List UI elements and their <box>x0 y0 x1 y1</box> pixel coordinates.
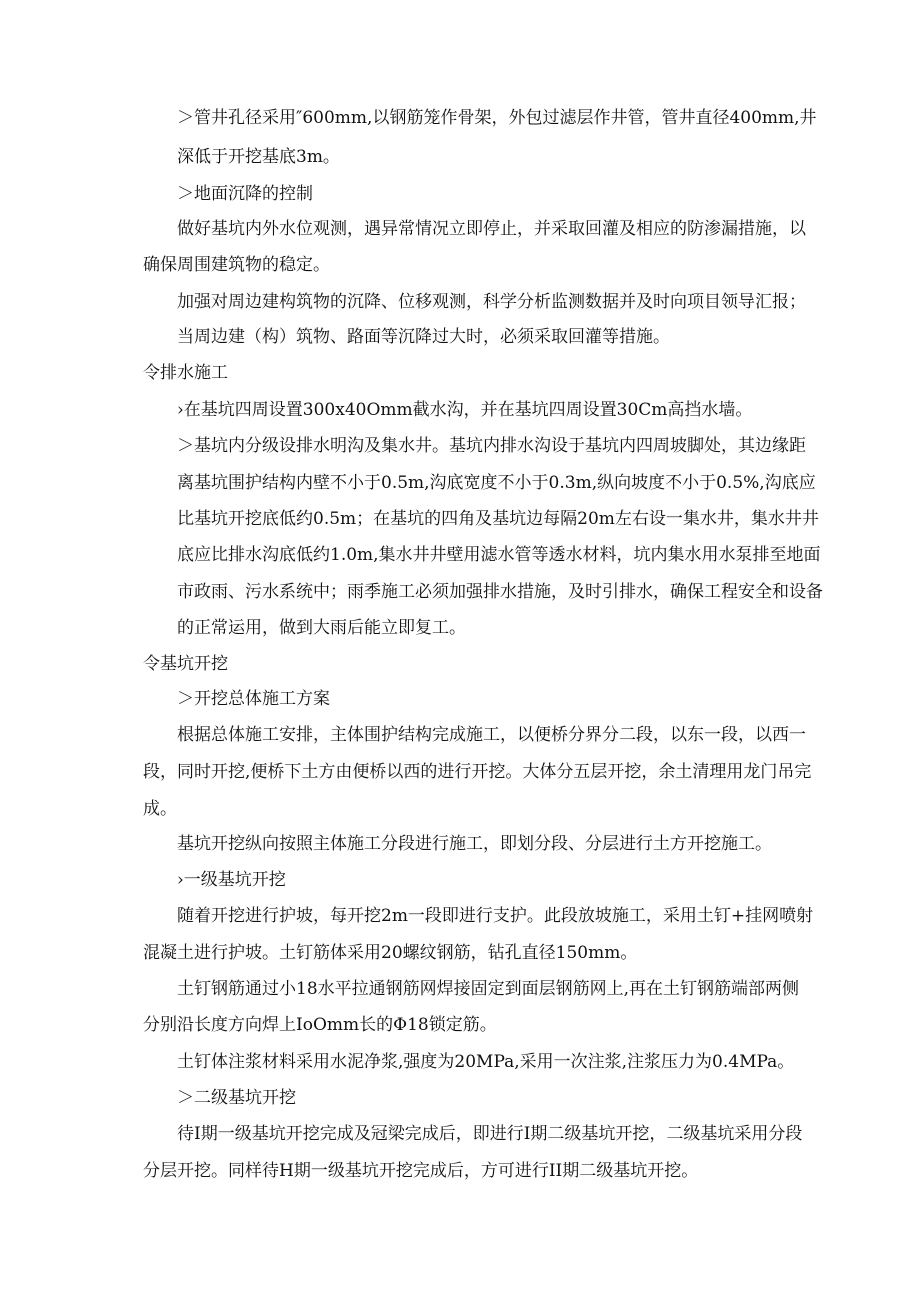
text-line: 市政雨、污水系统中；雨季施工必须加强排水措施，及时引排水，确保工程安全和设备 <box>177 582 823 602</box>
text-line: 基坑开挖纵向按照主体施工分段进行施工，即划分段、分层进行土方开挖施工。 <box>177 834 772 854</box>
section-heading: 令排水施工 <box>143 363 228 383</box>
text-line: 做好基坑内外水位观测，遇异常情况立即停止，并采取回灌及相应的防渗漏措施，以 <box>177 219 806 239</box>
text-line: 土钉钢筋通过小18水平拉通钢筋网焊接固定到面层钢筋网上,再在土钉钢筋端部两侧 <box>177 979 800 999</box>
text-line: 土钉体注浆材料采用水泥净浆,强度为20MPa,采用一次注浆,注浆压力为0.4MPa。 <box>177 1052 795 1072</box>
text-line: 分别沿长度方向焊上IoOmm长的Φ18锁定筋。 <box>143 1015 497 1035</box>
section-heading: ＞地面沉降的控制 <box>177 184 313 204</box>
text-line: 混凝土进行护坡。土钉筋体采用20螺纹钢筋，钻孔直径150mm。 <box>143 943 638 963</box>
text-line: 的正常运用，做到大雨后能立即复工。 <box>177 618 466 638</box>
text-line: 待I期一级基坑开挖完成及冠梁完成后，即进行I期二级基坑开挖，二级基坑采用分段 <box>177 1124 803 1144</box>
text-line: ›在基坑四周设置300x40Omm截水沟，并在基坑四周设置30Cm高挡水墙。 <box>177 400 753 420</box>
text-line: 离基坑围护结构内壁不小于0.5m,沟底宽度不小于0.3m,纵向坡度不小于0.5%,沟底应 <box>177 473 816 493</box>
text-line: 分层开挖。同样待H期一级基坑开挖完成后，方可进行II期二级基坑开挖。 <box>143 1161 699 1181</box>
section-heading: 令基坑开挖 <box>143 654 228 674</box>
text-line: 成。 <box>143 799 177 819</box>
text-line: 加强对周边建构筑物的沉降、位移观测，科学分析监测数据并及时向项目领导汇报； <box>177 292 806 312</box>
text-line: 比基坑开挖底低约0.5m；在基坑的四角及基坑边每隔20m左右设一集水井，集水井井 <box>177 509 819 529</box>
text-line: ＞管井孔径采用″600mm,以钢筋笼作骨架，外包过滤层作井管，管井直径400mm,井 <box>177 108 817 128</box>
text-line: 段，同时开挖,便桥下土方由便桥以西的进行开挖。大体分五层开挖，余土清理用龙门吊完 <box>143 762 812 782</box>
text-line: 底应比排水沟底低约1.0m,集水井井壁用滤水管等透水材料，坑内集水用水泵排至地面 <box>177 545 821 565</box>
section-heading: ＞二级基坑开挖 <box>177 1088 296 1108</box>
text-line: 当周边建（构）筑物、路面等沉降过大时，必须采取回灌等措施。 <box>177 327 670 347</box>
text-line: 随着开挖进行护坡，每开挖2m一段即进行支护。此段放坡施工，采用土钉+挂网喷射 <box>177 906 814 926</box>
text-line: 根据总体施工安排，主体围护结构完成施工，以便桥分界分二段，以东一段，以西一 <box>177 725 806 745</box>
section-heading: ›一级基坑开挖 <box>177 870 286 890</box>
text-line: ＞基坑内分级设排水明沟及集水井。基坑内排水沟设于基坑内四周坡脚处，其边缘距 <box>177 436 806 456</box>
text-line: 确保周围建筑物的稳定。 <box>143 255 330 275</box>
text-line: 深低于开挖基底3m。 <box>177 147 340 167</box>
section-heading: ＞开挖总体施工方案 <box>177 689 330 709</box>
